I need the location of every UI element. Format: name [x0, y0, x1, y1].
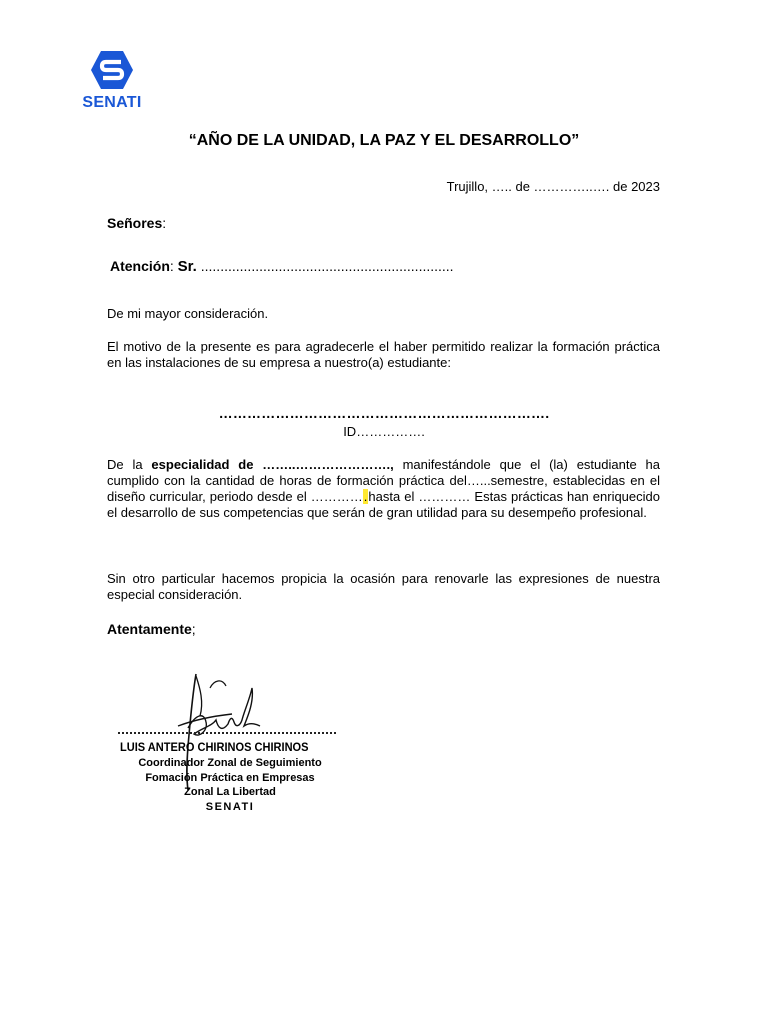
closing-label: Atentamente [107, 621, 192, 637]
greeting: De mi mayor consideración. [107, 306, 269, 321]
paragraph-intro: El motivo de la presente es para agradecerle el haber permitido realizar la formación práctica en las instalaciones de su empresa a nuestro(a) estudiante: [107, 339, 660, 370]
attention-separator: : [169, 258, 178, 274]
senati-emblem-icon [90, 50, 134, 90]
senati-logo [76, 50, 148, 116]
paragraph-specialty-text-b: hasta el ………… Estas prácticas han enriquecido el desarrollo de sus competencias que serán de gran utilidad para su desempeño profesional. [107, 489, 660, 520]
signatory-name: LUIS ANTERO CHIRINOS CHIRINOS [120, 740, 309, 754]
paragraph-specialty [107, 457, 660, 521]
recipients-label: Señores [107, 215, 163, 231]
student-id-placeholder: ID……………. [343, 424, 425, 439]
signatory-role-4: SENATI [205, 801, 255, 813]
paragraph-specialty-intro: De la [107, 457, 152, 472]
year-motto: “AÑO DE LA UNIDAD, LA PAZ Y EL DESARROLLO” [188, 132, 580, 149]
paragraph-closing: Sin otro particular hacemos propicia la ocasión para renovarle las expresiones de nuestra especial consideración. [107, 571, 660, 602]
closing-line [107, 621, 196, 637]
signatory-role-1: Coordinador Zonal de Seguimiento [138, 757, 322, 769]
signature-line [118, 732, 336, 734]
attention-line [110, 258, 454, 275]
logo-text: SENATI [82, 94, 142, 111]
highlight-mark: . [363, 489, 368, 504]
specialty-label: especialidad de ……..…………………., [151, 457, 394, 472]
paragraph-specialty-text-a: manifestándole que el (la) estudiante ha cumplido con la cantidad de horas de formación práctica del…...semestre, establecidas en el diseño curricular, periodo desde el ………… [107, 457, 660, 504]
signatory-role-2: Fomación Práctica en Empresas [145, 772, 315, 784]
date-line: Trujillo, ….. de …………..…. de 2023 [446, 179, 660, 194]
student-name-placeholder: ……………………………………………………………. [218, 405, 550, 421]
signature-block [110, 668, 350, 818]
attention-label: Atención [110, 258, 170, 274]
attention-title: Sr. [177, 258, 197, 275]
attention-dots: ................................................................. [196, 258, 454, 274]
signatory-role-3: Zonal La Libertad [184, 786, 276, 798]
recipients-line [107, 215, 166, 231]
recipients-suffix: : [162, 215, 167, 231]
closing-suffix: ; [191, 621, 196, 637]
